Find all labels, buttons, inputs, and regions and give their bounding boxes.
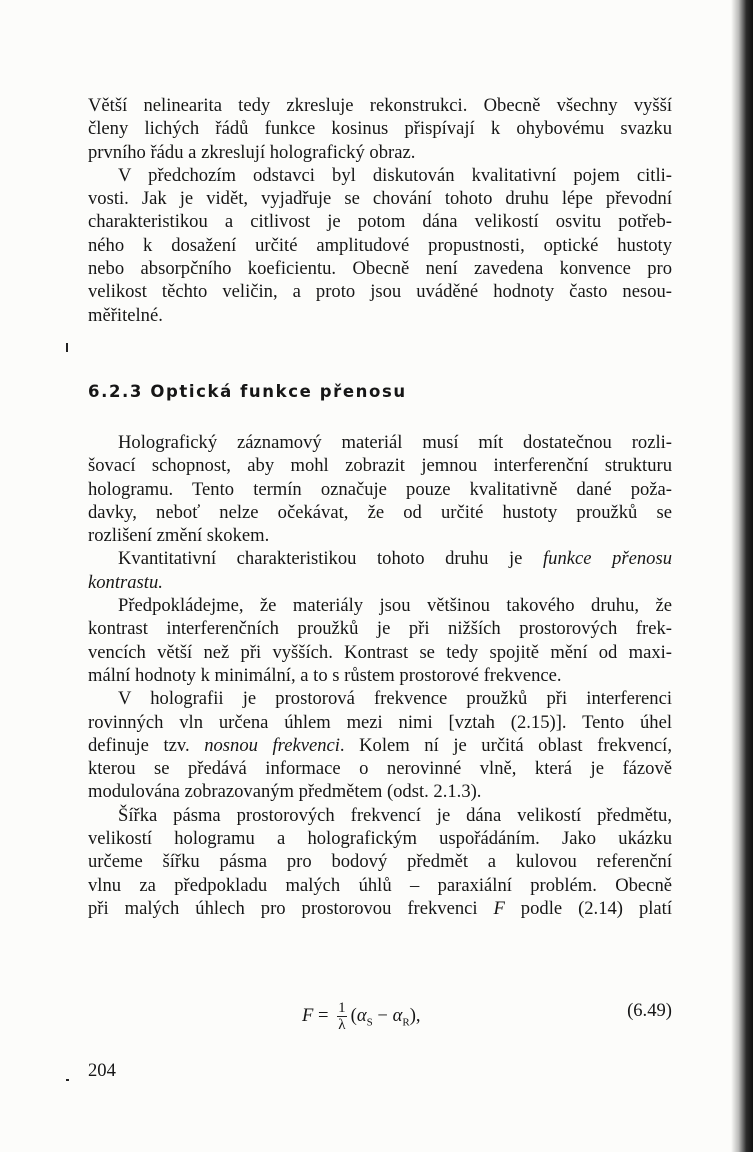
text-line — [88, 711, 672, 734]
text-line — [88, 454, 672, 477]
text-line — [88, 641, 672, 664]
text-line — [88, 757, 672, 780]
text-line — [88, 897, 672, 920]
equation-6-49 — [88, 988, 672, 1038]
text-segment: vosti. Jak je vidět, vyjadřuje se chování tohoto druhu lépe převodní — [88, 188, 672, 210]
text-line — [88, 280, 672, 303]
emphasized-text: nosnou frekvenci — [204, 734, 340, 756]
text-segment: davky, neboť nelze očekávat, že od určité hustoty proužků se — [88, 501, 672, 523]
text-segment: Větší nelinearita tedy zkresluje rekonstrukci. Obecně všechny vyšší — [88, 95, 672, 116]
eq-lhs: F — [302, 1004, 314, 1026]
page-number: 204 — [88, 1060, 116, 1081]
text-line — [88, 850, 672, 873]
text-line — [88, 571, 672, 594]
eq-alpha-r: α — [392, 1004, 403, 1026]
text-segment: velikostí hologramu a holografickým uspořádáním. Jako ukázku — [88, 828, 672, 850]
text-segment: podle (2.14) platí — [504, 897, 672, 919]
text-line — [88, 304, 672, 327]
text-segment: Šířka pásma prostorových frekvencí je dána velikostí předmětu, — [118, 804, 672, 826]
text-line — [88, 827, 672, 850]
scan-speck — [66, 1079, 69, 1081]
text-segment: členy lichých řádů funkce kosinus přispívají k ohybovému svazku — [88, 118, 672, 140]
book-binding-shadow — [731, 0, 753, 1152]
text-segment: modulována zobrazovaným předmětem (odst. 2.1.3). — [88, 781, 482, 803]
eq-minus: − — [377, 1004, 388, 1026]
text-segment: prvního řádu a zkreslují holografický obraz. — [88, 141, 416, 163]
text-line — [88, 234, 672, 257]
equation-number: (6.49) — [627, 1000, 672, 1021]
text-segment: V předchozím odstavci byl diskutován kvalitativní pojem citli- — [118, 164, 672, 186]
eq-paren: ), — [409, 1004, 421, 1026]
text-segment: Kvantitativní charakteristikou tohoto druhu je — [118, 548, 543, 570]
text-segment: při malých úhlech pro prostorovou frekvenci — [88, 897, 494, 919]
text-segment: mální hodnoty k minimální, a to s růstem prostorové frekvence. — [88, 664, 562, 686]
text-line — [88, 164, 672, 187]
text-segment: vencích větší než při vyšších. Kontrast se tedy spojitě mění od maxi- — [88, 641, 672, 663]
text-segment: vlnu za předpokladu malých úhlů – paraxiální problém. Obecně — [88, 874, 672, 896]
section-title: Optická funkce přenosu — [150, 382, 407, 401]
text-segment: . Kolem ní je určitá oblast frekvencí, — [339, 734, 672, 756]
text-line — [88, 874, 672, 897]
scan-speck — [66, 343, 68, 352]
text-line — [88, 257, 672, 280]
text-segment: Předpokládejme, že materiály jsou většinou takového druhu, že — [118, 595, 672, 617]
text-line — [88, 431, 672, 454]
text-line — [88, 210, 672, 233]
text-line — [88, 524, 672, 547]
eq-alpha-s: α — [356, 1004, 367, 1026]
text-line — [88, 501, 672, 524]
section-heading — [88, 382, 407, 401]
eq-paren: ( — [350, 1004, 357, 1026]
text-segment: ného k dosažení určité amplitudové propustnosti, optické hustoty — [88, 234, 672, 256]
text-line — [88, 94, 672, 117]
text-line — [88, 117, 672, 140]
eq-sub-s: S — [366, 1016, 373, 1029]
text-segment: charakteristikou a citlivost je potom dána velikostí osvitu potřeb- — [88, 211, 672, 233]
text-segment: rovinných vln určena úhlem mezi nimi [vztah (2.15)]. Tento úhel — [88, 711, 672, 733]
text-segment: definuje tzv. — [88, 734, 205, 756]
intro-paragraphs — [88, 94, 672, 327]
text-segment: měřitelné. — [88, 304, 163, 326]
text-segment: kterou se předává informace o nerovinné vlně, která je fázově — [88, 758, 672, 780]
text-segment: šovací schopnost, aby mohl zobrazit jemnou interferenční strukturu — [88, 455, 672, 477]
section-number: 6.2.3 — [88, 382, 143, 401]
text-line — [88, 804, 672, 827]
emphasized-text: kontrastu. — [88, 571, 163, 593]
text-line — [88, 187, 672, 210]
text-line — [88, 734, 672, 757]
eq-denominator: λ — [338, 1017, 346, 1033]
text-segment: hologramu. Tento termín označuje pouze kvalitativně dané poža- — [88, 478, 672, 500]
text-line — [88, 594, 672, 617]
emphasized-text: funkce přenosu — [543, 548, 672, 570]
eq-fraction — [337, 1000, 347, 1033]
text-segment: určeme šířku pásma pro bodový předmět a kulovou referenční — [88, 851, 672, 873]
text-segment: velikost těchto veličin, a proto jsou uváděné hodnoty často nesou- — [88, 281, 672, 303]
text-segment: Holografický záznamový materiál musí mít dostatečnou rozli- — [118, 432, 672, 453]
text-line — [88, 617, 672, 640]
text-line — [88, 547, 672, 570]
text-line — [88, 478, 672, 501]
eq-sub-r: R — [402, 1016, 410, 1029]
text-line — [88, 664, 672, 687]
eq-sign: = — [318, 1004, 329, 1026]
section-body — [88, 431, 672, 920]
text-line — [88, 780, 672, 803]
eq-numerator: 1 — [338, 1000, 346, 1016]
emphasized-text: F — [493, 897, 505, 919]
text-segment: nebo absorpčního koeficientu. Obecně není zavedena konvence pro — [88, 258, 672, 280]
text-segment: kontrast interferenčních proužků je při nižších prostorových frek- — [88, 618, 672, 640]
text-segment: V holografii je prostorová frekvence proužků při interferenci — [118, 688, 672, 710]
equation-expression — [302, 1000, 421, 1033]
text-line — [88, 687, 672, 710]
text-segment: rozlišení změní skokem. — [88, 525, 270, 547]
text-line — [88, 141, 672, 164]
